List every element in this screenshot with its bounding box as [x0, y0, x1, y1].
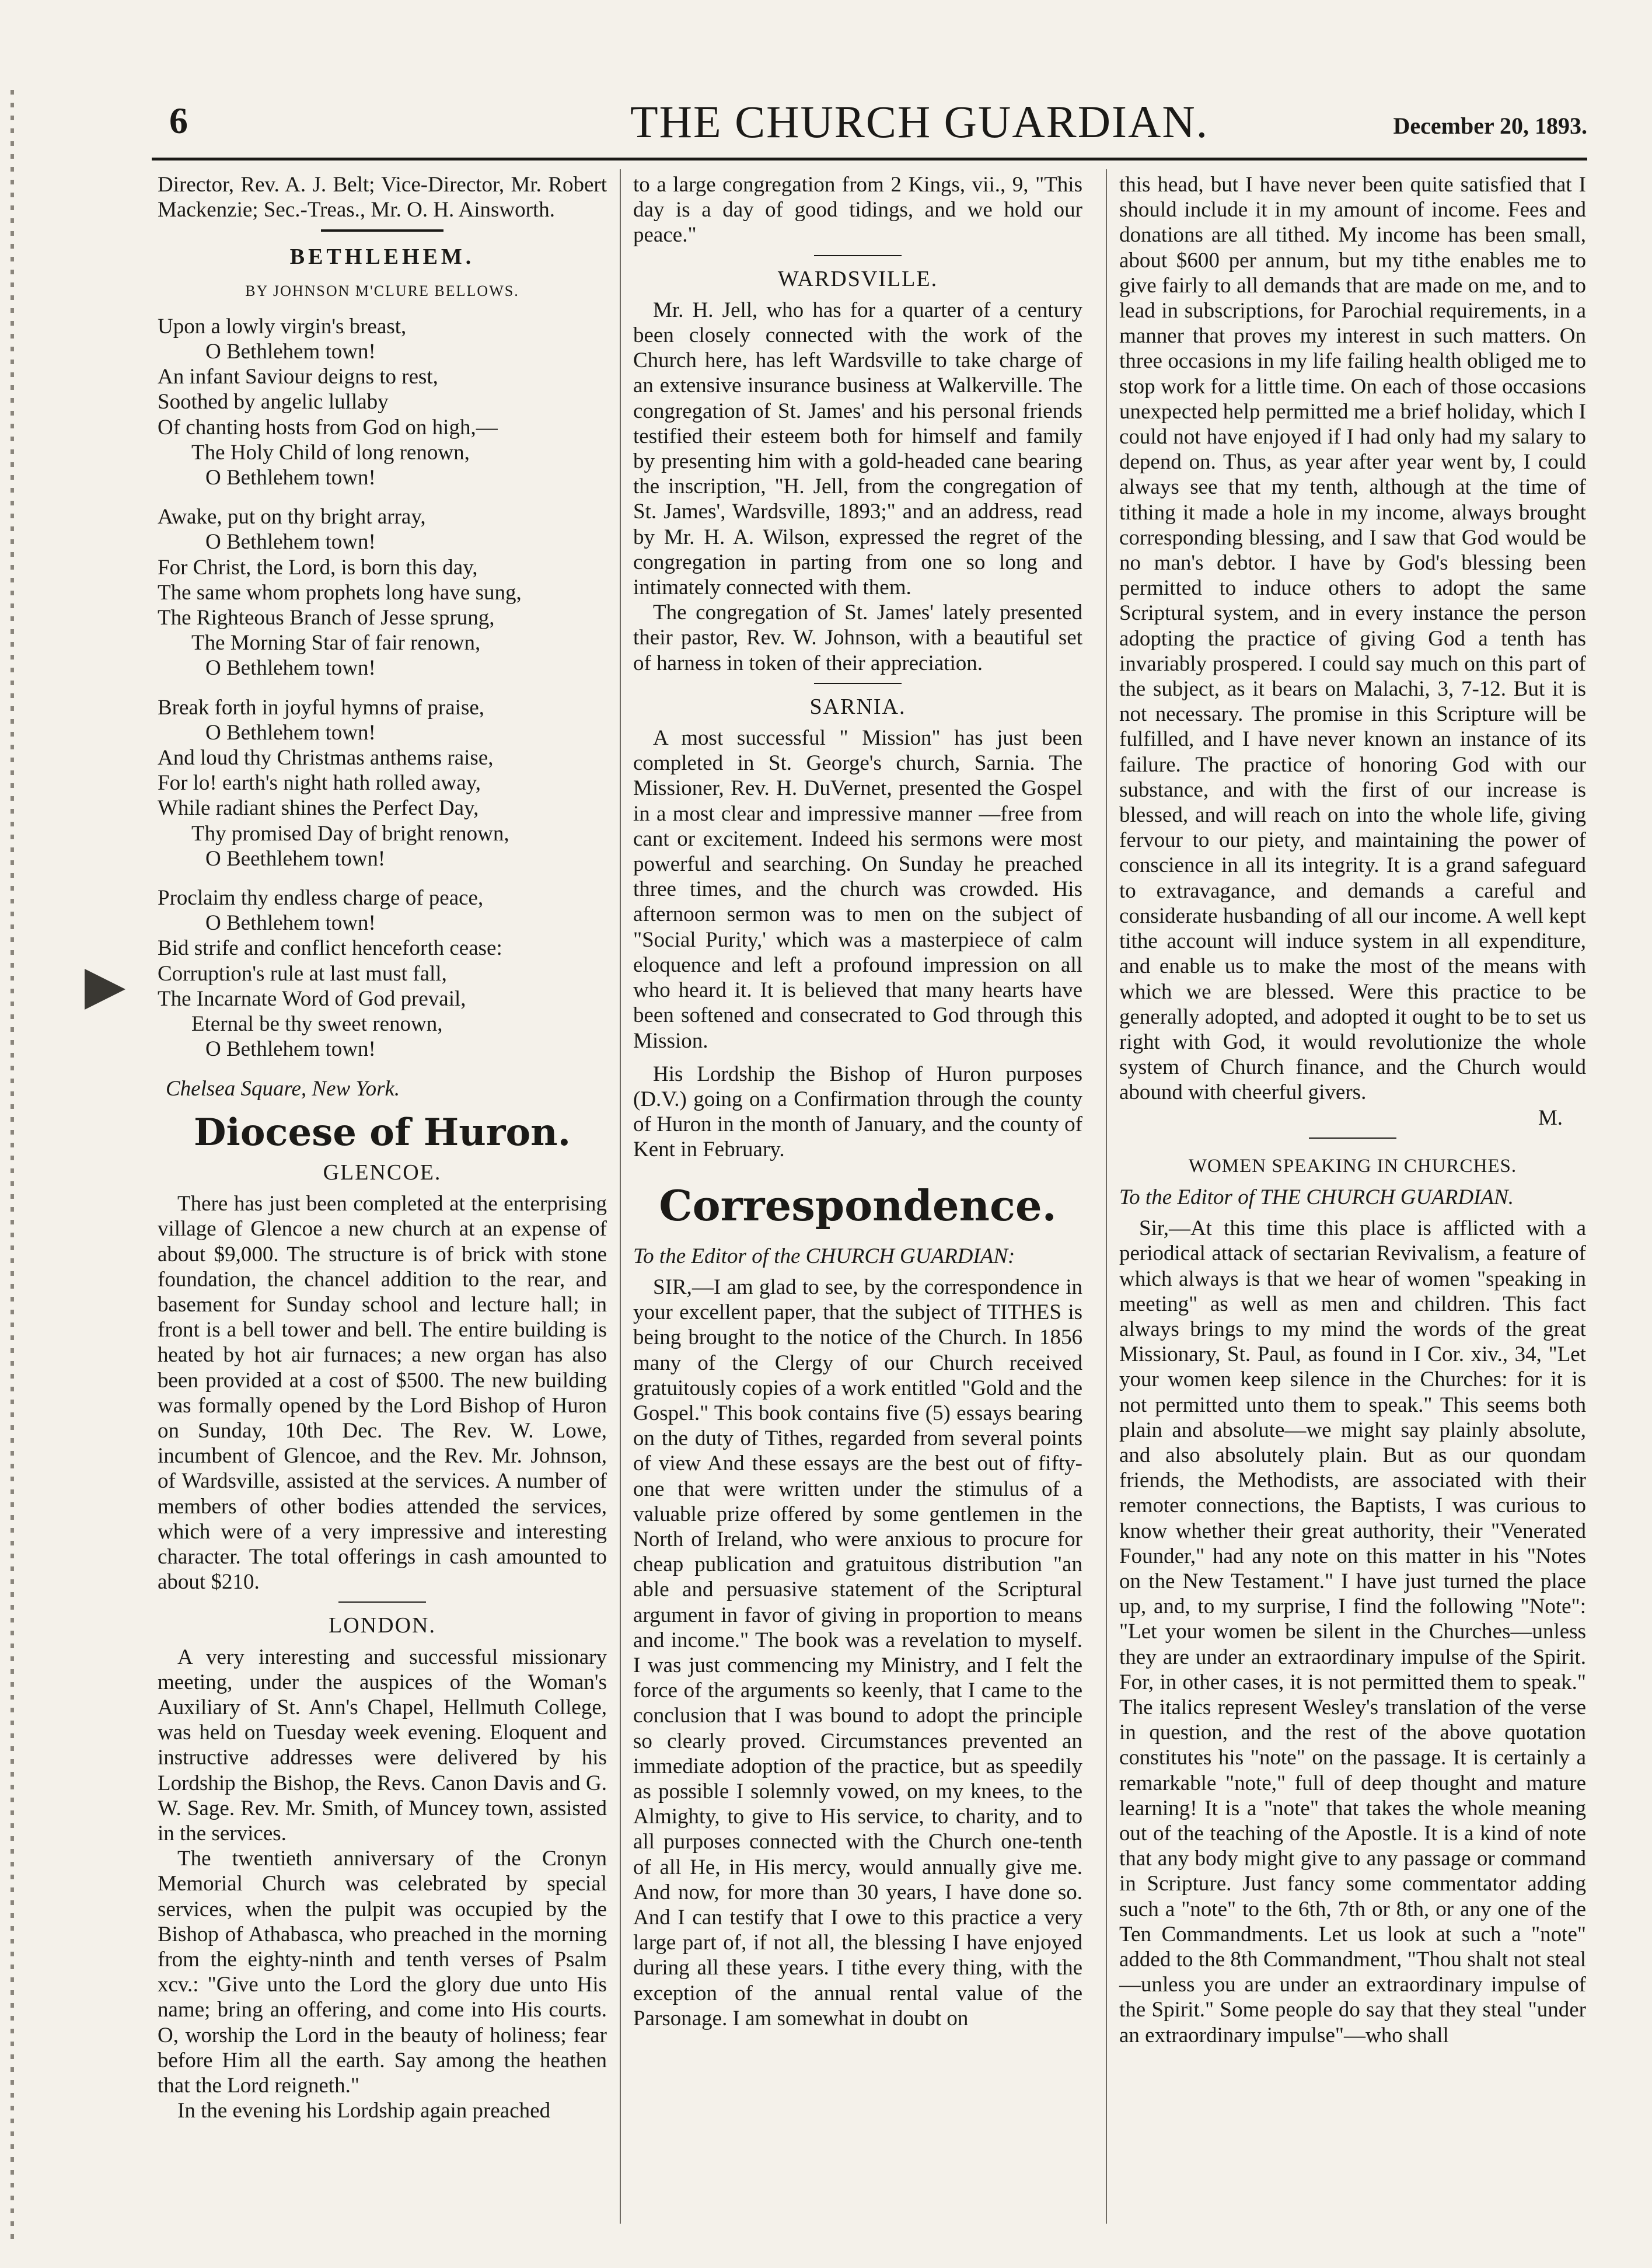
- section-heading-glencoe: GLENCOE.: [323, 1160, 442, 1185]
- poem-byline: BY JOHNSON M'CLURE BELLOWS.: [245, 282, 519, 299]
- sarnia-paragraph: A most successful " Mission" has just been completed in St. George's church, Sarnia. The Missioner, Rev. H. DuVernet, presented the Gospel in a most clear and impressive manner —free from cant or excitement. Indeed his sermons were most powerful and searching. On Sunday he preached three times, and the church was crowded. His afternoon sermon was to men on the subject of "Social Purity,' which was a masterpiece of calm eloquence and left a profound impression on all who heard it. It is believed that many hearts have been softened and consecrated to God through this Mission.: [633, 726, 1082, 1053]
- poem-line: The Morning Star of fair renown,: [191, 631, 481, 655]
- page-edge-marks: [11, 82, 14, 2241]
- glencoe-article: There has just been completed at the enterprising village of Glencoe a new church at an expense of about $9,000. The structure is of brick with stone foundation, the chancel addition to the rear, and basement for Sunday school and lecture hall; in front is a bell tower and bell. The entire building is heated by hot air furnaces; a new organ has also been provided at a cost of $500. The new building was formally opened by the Lord Bishop of Huron on Sunday, 10th Dec. The Rev. W. Lowe, incumbent of Glencoe, and the Rev. Mr. Johnson, of Wardsville, assisted at the services. A number of members of other bodies attended the services, which were of a very impressive and interesting character. The total offerings in cash amounted to about $210.: [158, 1192, 607, 1594]
- column-3: [1119, 172, 1586, 2048]
- wardsville-paragraph: The congregation of St. James' lately presented their pastor, Rev. W. Johnson, with a beautiful set of harness in token of their appreciation.: [633, 601, 1082, 675]
- poem-line: Awake, put on thy bright array,: [158, 505, 426, 529]
- poem-line: The Incarnate Word of God prevail,: [158, 986, 466, 1011]
- london-paragraph: A very interesting and successful missionary meeting, under the auspices of the Woman's Auxiliary of St. Ann's Chapel, Hellmuth College, was held on Tuesday week evening. Eloquent and instructive addresses were delivered by his Lordship the Bishop, the Revs. Canon Davis and G. W. Sage. Rev. Mr. Smith, of Muncey town, assisted in the services.: [158, 1645, 607, 1845]
- continued-text: to a large congregation from 2 Kings, vii., 9, "This day is a day of good tidings, and we hold our peace.": [633, 173, 1082, 247]
- column-1: [158, 172, 607, 2123]
- london-paragraph: The twentieth anniversary of the Cronyn Memorial Church was celebrated by special services, when the pulpit was occupied by the Bishop of Athabasca, who preached in the morning from the eighty-ninth and tenth verses of Psalm xcv.: "Give unto the Lord the glory due unto His name; bring an offering, and come into His courts. O, worship the Lord in the beauty of holiness; fear before Him all the earth. Say among the heathen that the Lord reigneth.": [158, 1847, 607, 2098]
- poem-line: O Bethlehem town!: [205, 911, 376, 936]
- section-rule: [338, 1601, 426, 1603]
- poem-stanza: [158, 695, 607, 871]
- poem-line: O Bethlehem town!: [205, 340, 376, 364]
- poem: [158, 314, 607, 1101]
- wardsville-paragraph: Mr. H. Jell, who has for a quarter of a century been closely connected with the work of the Church here, has left Wardsville to take charge of an extensive insurance business at Walkerville. The congregation of St. James' and his personal friends testified their esteem both for himself and family by presenting him with a gold-headed cane bearing the inscription, "H. Jell, from the congregation of St. James', Wardsville, 1893;" and an address, read by Mr. H. A. Wilson, expressed the regret of the congregation in parting from one so long and intimately connected with them.: [633, 298, 1082, 600]
- section-heading-wardsville: WARDSVILLE.: [777, 266, 938, 291]
- column-divider: [1106, 169, 1107, 2224]
- poem-line: Of chanting hosts from God on high,—: [158, 415, 498, 439]
- section-rule: [321, 229, 443, 232]
- poem-line: O Bethlehem town!: [205, 1037, 376, 1062]
- poem-stanza: [158, 885, 607, 1062]
- poem-line: Upon a lowly virgin's breast,: [158, 314, 407, 339]
- poem-line: O Bethlehem town!: [205, 466, 376, 490]
- poem-line: The same whom prophets long have sung,: [158, 580, 522, 605]
- poem-line: O Bethlehem town!: [205, 530, 376, 554]
- poem-line: Corruption's rule at last must fall,: [158, 961, 447, 986]
- pointer-mark-icon: [85, 957, 125, 1021]
- intro-text: Director, Rev. A. J. Belt; Vice-Director, Mr. Robert Mackenzie; Sec.-Treas., Mr. O. H. Ainsworth.: [158, 173, 607, 222]
- letter-salutation: To the Editor of THE CHURCH GUARDIAN.: [1119, 1185, 1514, 1209]
- poem-line: Thy promised Day of bright renown,: [191, 821, 509, 846]
- poem-place: Chelsea Square, New York.: [166, 1076, 400, 1101]
- page-header: [105, 96, 1599, 158]
- section-rule: [1309, 1138, 1396, 1139]
- sarnia-paragraph: His Lordship the Bishop of Huron purposes (D.V.) going on a Confirmation through the county of Huron in the month of January, and the county of Kent in February.: [633, 1062, 1082, 1162]
- section-heading-london: LONDON.: [329, 1613, 436, 1638]
- letter-salutation: To the Editor of the CHURCH GUARDIAN:: [633, 1244, 1015, 1268]
- poem-stanza: [158, 314, 607, 490]
- section-rule: [814, 255, 902, 256]
- poem-line: Soothed by angelic lullaby: [158, 390, 389, 414]
- correspondence-heading: Correspondence.: [659, 1180, 1057, 1230]
- poem-line: For lo! earth's night hath rolled away,: [158, 771, 481, 795]
- poem-line: Bid strife and conflict henceforth cease:: [158, 936, 502, 961]
- tithes-letter-continued: this head, but I have never been quite satisfied that I should include it in my amount of income. Fees and donations are all tithed. My income has been small, about $600 per annum, but my tithe enables me to give fairly to all demands that are made on me, and to lead in subscriptions, for Parochial requirements, in a manner that proves my interest in such matters. On three occasions in my life failing health obliged me to stop work for a little time. On each of those occasions unexpected help permitted me a brief holiday, which I could not have enjoyed if I had only had my salary to depend on. Thus, as year after year went by, I could always see that my tenth, although at the time of tithing it made a hole in my income, always brought corresponding blessing, and I saw that God would be no man's debtor. I have by God's blessing been permitted to induce others to adopt the same Scriptural system, and in every instance the person adopting the practice of giving God a tenth has invariably prospered. I could say much on this part of the subject, as it bears on Malachi, 3, 7-12. But it is not necessary. The promise in this Scripture will be fulfilled, and I have never known an instance of its failure. The practice of honoring God with our substance, and with the first of our increase is blessed, and will reach on into the whole life, giving fervour to our piety, and maintaining the power of conscience in all its integrity. It is a grand safeguard to extravagance, and demands a careful and considerate husbanding of all our income. A well kept tithe account will induce system in all expenditure, and enable us to make the most of the means with which we are blessed. Were this practice to be generally adopted, and adopted it ought to be to set us right with God, it would revolutionize the whole system of Church finance, and the Church would abound with cheerful givers.: [1119, 173, 1586, 1105]
- page-number: 6: [169, 100, 188, 141]
- column-2: [633, 172, 1082, 2031]
- header-rule: [152, 158, 1587, 160]
- poem-line: The Holy Child of long renown,: [191, 440, 470, 465]
- column-divider: [620, 169, 621, 2224]
- masthead-title: THE CHURCH GUARDIAN.: [630, 96, 1209, 147]
- section-rule: [814, 683, 902, 684]
- poem-title: BETHLEHEM.: [289, 245, 475, 270]
- women-letter: Sir,—At this time this place is afflicted with a periodical attack of sectarian Revivalism, a feature of which always is that we hear of women "speaking in meeting" as well as men and children. This fact always brings to my mind the words of the great Missionary, St. Paul, as found in I Cor. xiv., 34, "Let your women keep silence in the Churches: for it is not permitted unto them to speak." This seems both plain and absolute—we might say plainly absolute, and also absolutely plain. But as our quondam friends, the Methodists, are associated with their remoter connections, the Baptists, I was curious to know whether their great authority, their "Venerated Founder," had any note on this matter in his "Notes on the New Testament." I have just turned the place up, and, to my surprise, I find the following "Note": "Let your women be silent in the Churches—unless they are under an extraordinary impulse of the Spirit. For, in other cases, it is not permitted them to speak." The italics represent Wesley's translation of the verse in question, and the rest of the above quotation constitutes his "note" on the passage. It is certainly a remarkable "note," full of deep thought and mature learning! It is a "note" that takes the whole meaning out of the teaching of the Apostle. It is a kind of note that any body might give to any passage or command in Scripture. Just fancy some commentator adding such a "note" to the 6th, 7th or 8th, or any one of the Ten Commandments. Let us look at such a "note" added to the 8th Commandment, "Thou shalt not steal—unless you are under an extraordinary impulse of the Spirit." Some people do say that they steal "under an extraordinary impulse"—who shall: [1119, 1216, 1586, 2047]
- poem-line: Break forth in joyful hymns of praise,: [158, 695, 485, 720]
- issue-date: December 20, 1893.: [1393, 113, 1587, 139]
- poem-line: Eternal be thy sweet renown,: [191, 1012, 443, 1037]
- poem-line: An infant Saviour deigns to rest,: [158, 365, 438, 389]
- poem-line: For Christ, the Lord, is born this day,: [158, 555, 478, 580]
- poem-stanza: [158, 504, 607, 681]
- poem-line: While radiant shines the Perfect Day,: [158, 796, 479, 821]
- poem-line: O Bethlehem town!: [205, 656, 376, 681]
- section-heading-women: WOMEN SPEAKING IN CHURCHES.: [1188, 1155, 1517, 1177]
- poem-line: The Righteous Branch of Jesse sprung,: [158, 606, 495, 630]
- london-paragraph: In the evening his Lordship again preached: [177, 2099, 551, 2123]
- poem-line: And loud thy Christmas anthems raise,: [158, 746, 494, 770]
- tithes-letter: SIR,—I am glad to see, by the correspondence in your excellent paper, that the subject of TITHES is being brought to the notice of the Church. In 1856 many of the Clergy of our Church received gratuitously copies of a work entitled "Gold and the Gospel." This book contains five (5) essays bearing on the duty of Tithes, regarded from several points of view And these essays are the best out of fifty-one that were written under the stimulus of a valuable prize offered by some gentlemen in the North of Ireland, who were anxious to procure for cheap publication and gratuitous distribution "an able and persuasive statement of the Scriptural argument in favor of giving in proportion to means and income." The book was a revelation to myself. I was just commencing my Ministry, and I felt the force of the arguments so keenly, that I came to the conclusion that I was bound to adopt the principle so clearly proved. Circumstances prevented an immediate adoption of the practice, but as speedily as possible I solemnly vowed, on my knees, to the Almighty, to give to His service, to charity, and to all purposes connected with the Church one-tenth of all He, in His mercy, would annually give me. And now, for more than 30 years, I have done so. And I can testify that I owe to this practice a very large part of, if not all, the blessing I have enjoyed during all these years. I tithe every thing, with the exception of the annual rental value of the Parsonage. I am somewhat in doubt on: [633, 1275, 1082, 2030]
- section-heading-sarnia: SARNIA.: [809, 694, 906, 719]
- poem-line: O Bethlehem town!: [205, 720, 376, 745]
- diocese-heading: Diocese of Huron.: [194, 1110, 571, 1154]
- poem-line: O Beethlehem town!: [205, 846, 386, 871]
- poem-line: Proclaim thy endless charge of peace,: [158, 886, 484, 910]
- letter-signature: M.: [1538, 1105, 1563, 1130]
